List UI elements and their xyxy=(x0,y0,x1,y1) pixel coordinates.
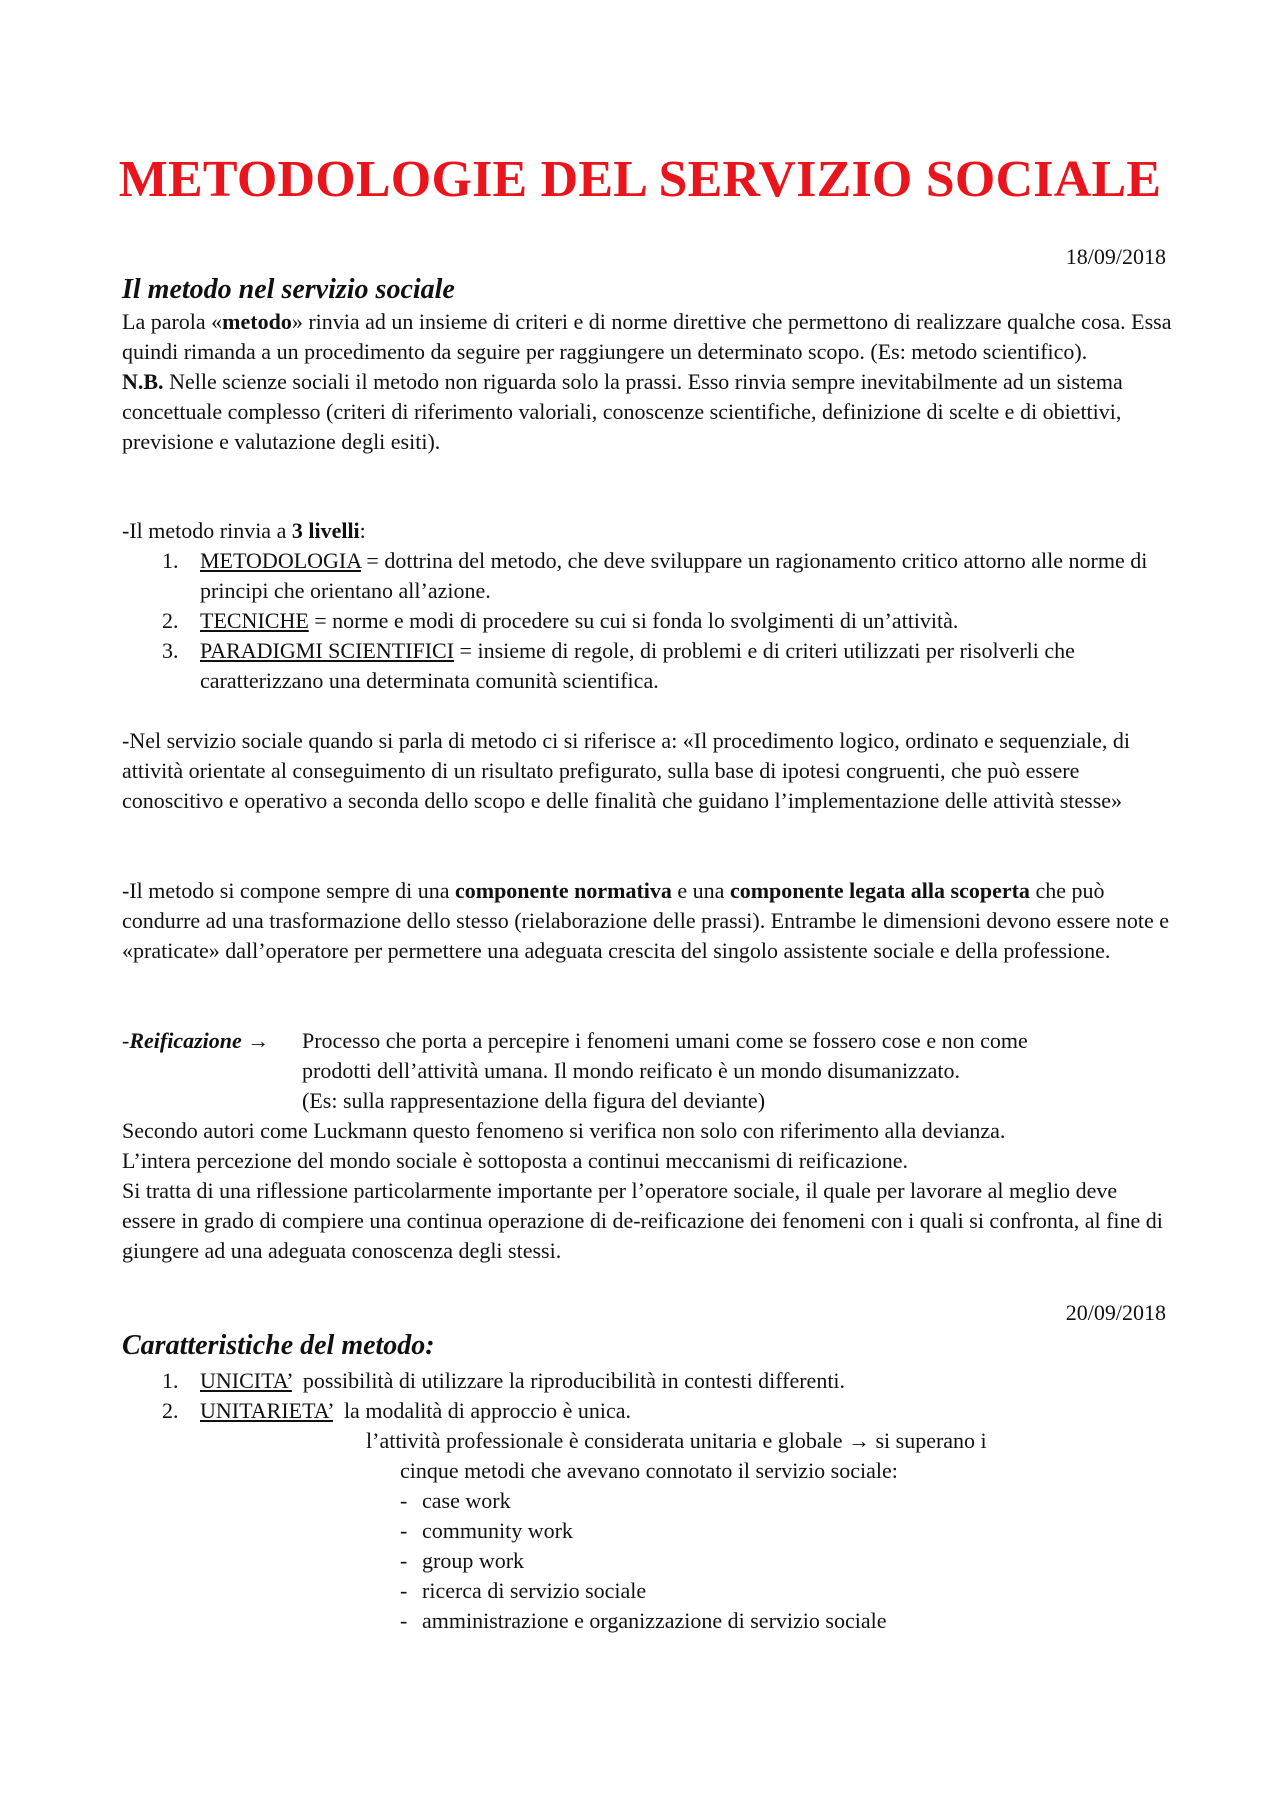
levels-text-c: : xyxy=(359,518,366,543)
components-paragraph xyxy=(122,876,1172,966)
list-item xyxy=(400,1606,886,1636)
method-text: ricerca di servizio sociale xyxy=(422,1578,647,1603)
char-text: possibilità di utilizzare la riproducibilità in contesti differenti. xyxy=(291,1368,846,1393)
char-term: UNICITA’ xyxy=(200,1368,292,1393)
intro-text-c: » rinvia ad un insieme di criteri e di norme direttive che permettono di realizzare qualche cosa. Essa quindi rimanda a un procedimento da seguire per raggiungere un determinato scopo. (Es: metodo scientifico). xyxy=(122,309,1172,364)
levels-intro xyxy=(122,516,1172,546)
intro-text-a: La parola « xyxy=(122,309,223,334)
dash-bullet: - xyxy=(400,1608,408,1633)
dash-bullet: - xyxy=(400,1488,408,1513)
levels-bold: 3 livelli xyxy=(291,518,360,543)
levels-text-a: -Il metodo rinvia a xyxy=(122,518,292,543)
list-number: 3. xyxy=(162,638,179,663)
reification-p3: Si tratta di una riflessione particolarmente importante per l’operatore sociale, il quale per lavorare al meglio deve essere in grado di compiere una continua operazione di de-reificazione dei fenomeni con i quali si confronta, al fine di giungere ad una adeguata conoscenza degli stessi. xyxy=(122,1178,1163,1263)
level-text: = norme e modi di procedere su cui si fonda lo svolgimenti di un’attività. xyxy=(308,608,959,633)
level-term: METODOLOGIA xyxy=(200,548,361,573)
reification-line-3: (Es: sulla rappresentazione della figura del deviante) xyxy=(302,1088,766,1113)
char-text: la modalità di approccio è unica. xyxy=(332,1398,632,1423)
reification-dash: - xyxy=(122,1028,130,1053)
reification-definition xyxy=(302,1026,1182,1116)
reification-line-2: prodotti dell’attività umana. Il mondo reificato è un mondo disumanizzato. xyxy=(302,1058,960,1083)
level-text: = insieme di regole, di problemi e di criteri utilizzati per risolverli che caratterizzano una determinata comunità scientifica. xyxy=(200,638,1075,693)
level-term: PARADIGMI SCIENTIFICI xyxy=(200,638,455,663)
dash-bullet: - xyxy=(400,1578,408,1603)
social-paragraph xyxy=(122,726,1172,816)
list-item xyxy=(162,1396,1162,1426)
levels-list xyxy=(162,546,1162,696)
reification-p2: L’intera percezione del mondo sociale è sottoposta a continui meccanismi di reificazione. xyxy=(122,1148,909,1173)
social-text: -Nel servizio sociale quando si parla di metodo ci si riferisce a: «Il procedimento logico, ordinato e sequenziale, di attività orientate al conseguimento di un risultato prefigurato, sulla base di ipotesi congruenti, che può essere conoscitivo e operativo a seconda dello scopo e delle finalità che guidano l’implementazione delle attività stesse» xyxy=(122,728,1130,813)
components-text-c: e una xyxy=(671,878,730,903)
components-text-a: -Il metodo si compone sempre di una xyxy=(122,878,455,903)
components-bold-scoperta: componente legata alla scoperta xyxy=(729,878,1030,903)
method-text: community work xyxy=(422,1518,573,1543)
method-text: case work xyxy=(422,1488,511,1513)
level-text: = dottrina del metodo, che deve sviluppare un ragionamento critico attorno alle norme di principi che orientano all’azione. xyxy=(200,548,1148,603)
list-item xyxy=(162,606,1162,636)
reification-label xyxy=(122,1026,269,1056)
list-number: 1. xyxy=(162,1368,179,1393)
intro-paragraph xyxy=(122,307,1172,457)
reification-paragraph xyxy=(122,1116,1172,1266)
nb-text: Nelle scienze sociali il metodo non riguarda solo la prassi. Esso rinvia sempre inevitabilmente ad un sistema concettuale complesso (criteri di riferimento valoriali, conoscenze scientifiche, definizione di scelte e di obiettivi, previsione e valutazione degli esiti). xyxy=(122,369,1123,454)
method-text: amministrazione e organizzazione di servizio sociale xyxy=(422,1608,887,1633)
page-title: METODOLOGIE DEL SERVIZIO SOCIALE xyxy=(118,151,1162,208)
arrow-icon: → xyxy=(241,1028,270,1053)
components-text-e: che può condurre ad una trasformazione dello stesso (rielaborazione delle prassi). Entrambe le dimensioni devono essere note e «praticate» dall’operatore per permettere una adeguata crescita del singolo assistente sociale e della professione. xyxy=(122,878,1170,963)
list-item xyxy=(400,1486,886,1516)
dash-bullet: - xyxy=(400,1548,408,1573)
section-heading-caratteristiche: Caratteristiche del metodo: xyxy=(122,1330,435,1361)
char-term: UNITARIETA’ xyxy=(200,1398,333,1423)
reification-p1: Secondo autori come Luckmann questo fenomeno si verifica non solo con riferimento alla devianza. xyxy=(122,1118,1006,1143)
list-item xyxy=(162,636,1162,696)
date-1: 18/09/2018 xyxy=(1065,244,1166,269)
characteristics-list xyxy=(162,1366,1162,1426)
unit-line-2: cinque metodi che avevano connotato il servizio sociale: xyxy=(400,1458,898,1483)
reification-line-1: Processo che porta a percepire i fenomeni umani come se fossero cose e non come xyxy=(302,1028,1028,1053)
reification-term: Reificazione xyxy=(129,1028,242,1053)
method-text: group work xyxy=(422,1548,525,1573)
nb-label: N.B. xyxy=(122,369,164,394)
methods-list xyxy=(400,1486,886,1636)
list-item xyxy=(162,546,1162,606)
intro-bold-metodo: metodo xyxy=(222,309,292,334)
unitarieta-detail xyxy=(366,1426,1166,1486)
section-heading-metodo: Il metodo nel servizio sociale xyxy=(122,274,455,305)
list-number: 1. xyxy=(162,548,179,573)
list-number: 2. xyxy=(162,608,179,633)
unit-line-1: l’attività professionale è considerata unitaria e globale → si superano i xyxy=(366,1428,987,1453)
level-term: TECNICHE xyxy=(200,608,309,633)
list-number: 2. xyxy=(162,1398,179,1423)
list-item xyxy=(400,1576,886,1606)
dash-bullet: - xyxy=(400,1518,408,1543)
components-bold-normativa: componente normativa xyxy=(454,878,672,903)
date-2: 20/09/2018 xyxy=(1065,1300,1166,1325)
list-item xyxy=(400,1516,886,1546)
list-item xyxy=(400,1546,886,1576)
list-item xyxy=(162,1366,1162,1396)
